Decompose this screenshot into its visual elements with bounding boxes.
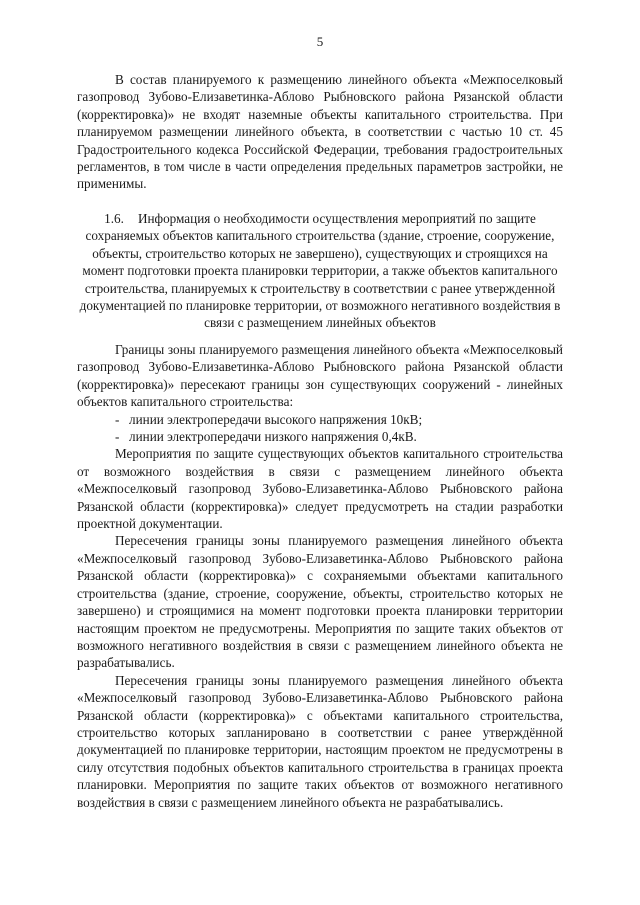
paragraph-intersections-preserved: Пересечения границы зоны планируемого размещения линейного объекта «Межпоселковый газопровод Зубово-Елизаветинка-Аблово Рыбновского района Рязанской области (корректировка)» с сохраняемыми объектами капитального строительства (здание, строение, сооружение, объекты, строительство которых не завершено) и строящимися на момент подготовки проекта планировки территории настоящим проектом не предусмотрены. Мероприятия по защите таких объектов от возможного негативного воздействия в связи с размещением линейного объекта не разрабатывались. xyxy=(77,533,563,671)
paragraph-borders-intro: Границы зоны планируемого размещения линейного объекта «Межпоселковый газопровод Зубово-Елизаветинка-Аблово Рыбновского района Рязанской области (корректировка)» пересекают границы зон существующих сооружений - линейных объектов капитального строительства: xyxy=(77,342,563,410)
paragraph-measures: Мероприятия по защите существующих объектов капитального строительства от возможного воздействия в связи с размещением линейного объекта «Межпоселковый газопровод Зубово-Елизаветинка-Аблово Рыбновского района Рязанской области (корректировка)» следует предусмотреть на стадии разработки проектной документации. xyxy=(77,446,563,532)
list-item: - линии электропередачи высокого напряжения 10кВ; xyxy=(115,411,423,427)
power-lines-list xyxy=(77,411,563,446)
intro-block xyxy=(77,71,563,193)
section-title: Информация о необходимости осуществления мероприятий по защите сохраняемых объектов капитального строительства (здание, строение, сооружение, объекты, строительство которых не завершено), существующих и строящихся на момент подготовки проекта планировки территории, а также объектов капитального строительства, планируемых к строительству в соответствии с ранее утвержденной документацией по планировке территории, от возможного негативного воздействия в связи с размещением линейных объектов xyxy=(79,211,561,331)
section-body xyxy=(77,341,563,811)
list-item-text: линии электропередачи низкого напряжения 0,4кВ. xyxy=(129,429,417,445)
section-number: 1.6. xyxy=(104,211,124,226)
intro-paragraph: В состав планируемого к размещению линейного объекта «Межпоселковый газопровод Зубово-Елизаветинка-Аблово Рыбновского района Рязанской области (корректировка)» не входят наземные объекты капитального строительства. При планируемом размещении линейного объекта, в соответствии с частью 10 ст. 45 Градостроительного кодекса Российской Федерации, требования градостроительных регламентов, в том числе в части определения предельных параметров застройки, не применимы. xyxy=(77,72,563,192)
section-heading xyxy=(77,210,563,332)
list-item-text: линии электропередачи высокого напряжения 10кВ; xyxy=(129,411,423,427)
page-number: 5 xyxy=(316,34,324,49)
list-item: - линии электропередачи низкого напряжения 0,4кВ. xyxy=(115,429,417,445)
paragraph-intersections-planned: Пересечения границы зоны планируемого размещения линейного объекта «Межпоселковый газопровод Зубово-Елизаветинка-Аблово Рыбновского района Рязанской области (корректировка)» с объектами капитального строительства, строительство которых запланировано в соответствии с ранее утверждённой документацией по планировке территории, настоящим проектом не предусмотрены в силу отсутствия подобных объектов капитального строительства в границах проекта планировки. Мероприятия по защите таких объектов от возможного негативного воздействия в связи с размещением линейного объекта не разрабатывались. xyxy=(77,672,563,810)
